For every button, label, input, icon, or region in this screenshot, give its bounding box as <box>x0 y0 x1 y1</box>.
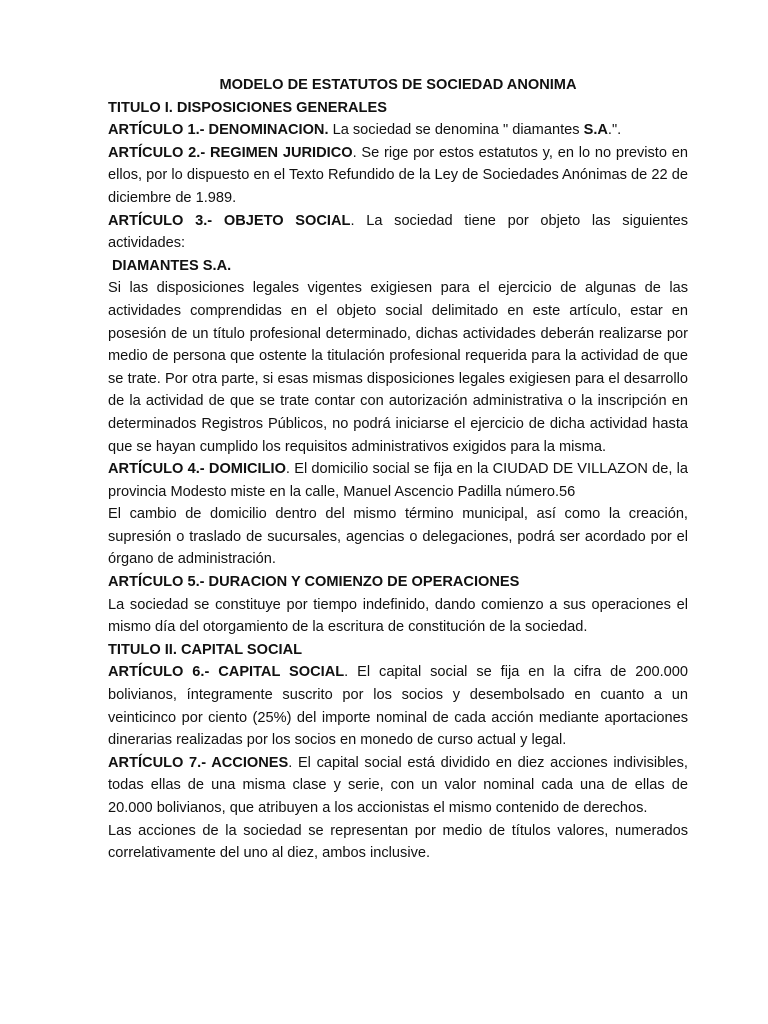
articulo-3 <box>108 210 688 255</box>
articulo-6-text: . El capital social se fija en la cifra de 200.000 bolivianos, íntegramente suscrito por los socios y desembolsado en cuanto a un veinticinco por ciento (25%) del importe nominal de cada acción mediante aportaciones dinerarias realizadas por los socios en monedo de curso actual y legal. <box>108 664 688 749</box>
articulo-7 <box>108 752 688 820</box>
articulo-4-text: . El domicilio social se fija en la CIUDAD DE VILLAZON de, la provincia Modesto miste en la calle, Manuel Ascencio Padilla número.56 <box>108 461 688 500</box>
articulo-5-label: ARTÍCULO 5.- DURACION Y COMIENZO DE OPERACIONES <box>108 574 520 591</box>
document-title: MODELO DE ESTATUTOS DE SOCIEDAD ANONIMA <box>219 77 577 93</box>
articulo-4-paragraph: El cambio de domicilio dentro del mismo término municipal, así como la creación, supresión o traslado de sucursales, agencias o delegaciones, podrá ser acordado por el órgano de administración. <box>108 506 688 568</box>
articulo-1-text-bold: S.A <box>583 122 608 139</box>
articulo-2-label: ARTÍCULO 2.- REGIMEN JURIDICO <box>108 144 353 161</box>
articulo-1-label: ARTÍCULO 1.- DENOMINACION. <box>108 122 329 139</box>
articulo-2-text: . Se rige por estos estatutos y, en lo no previsto en ellos, por lo dispuesto en el Texto Refundido de la Ley de Sociedades Anónimas de 22 de diciembre de 1.989. <box>108 144 688 206</box>
articulo-7-label: ARTÍCULO 7.- ACCIONES <box>108 754 289 771</box>
articulo-2 <box>108 142 688 210</box>
articulo-3-bold-line: DIAMANTES S.A. <box>112 257 232 274</box>
articulo-4-label: ARTÍCULO 4.- DOMICILIO <box>108 461 286 478</box>
articulo-1 <box>108 119 688 142</box>
articulo-7-paragraph: Las acciones de la sociedad se representan por medio de títulos valores, numerados correlativamente del uno al diez, ambos inclusive. <box>108 822 688 862</box>
articulo-1-text-a: La sociedad se denomina " diamantes <box>328 122 584 139</box>
articulo-3-paragraph: Si las disposiciones legales vigentes exigiesen para el ejercicio de algunas de las actividades comprendidas en el objeto social delimitado en este artículo, estar en posesión de un título profesional determinado, dichas actividades deberán realizarse por medio de persona que ostente la titulación profesional requerida para la actividad de que se trate. Por otra parte, si esas mismas disposiciones legales exigiesen para el desarrollo de la actividad de que se trate contar con autorización administrativa o la inscripción en determinados Registros Públicos, no podrá iniciarse el ejercicio de dicha actividad hasta que se hayan cumplido los requisitos administrativos exigidos para la misma. <box>108 280 688 455</box>
articulo-3-text: . La sociedad tiene por objeto las siguientes actividades: <box>108 212 688 252</box>
articulo-5-paragraph: La sociedad se constituye por tiempo indefinido, dando comienzo a sus operaciones el mismo día del otorgamiento de la escritura de constitución de la sociedad. <box>108 596 688 636</box>
articulo-7-text: . El capital social está dividido en diez acciones indivisibles, todas ellas de una misma clase y serie, con un valor nominal cada una de ellas de 20.000 bolivianos, que atribuyen a los accionistas el mismo contenido de derechos. <box>108 754 688 816</box>
articulo-6 <box>108 661 688 751</box>
document-page <box>108 74 688 865</box>
articulo-3-label: ARTÍCULO 3.- OBJETO SOCIAL <box>108 212 351 229</box>
titulo-1-heading: TITULO I. DISPOSICIONES GENERALES <box>108 99 387 116</box>
titulo-2-heading: TITULO II. CAPITAL SOCIAL <box>108 641 303 658</box>
articulo-4 <box>108 458 688 503</box>
articulo-6-label: ARTÍCULO 6.- CAPITAL SOCIAL <box>108 664 345 681</box>
articulo-1-text-b: .". <box>607 122 622 139</box>
